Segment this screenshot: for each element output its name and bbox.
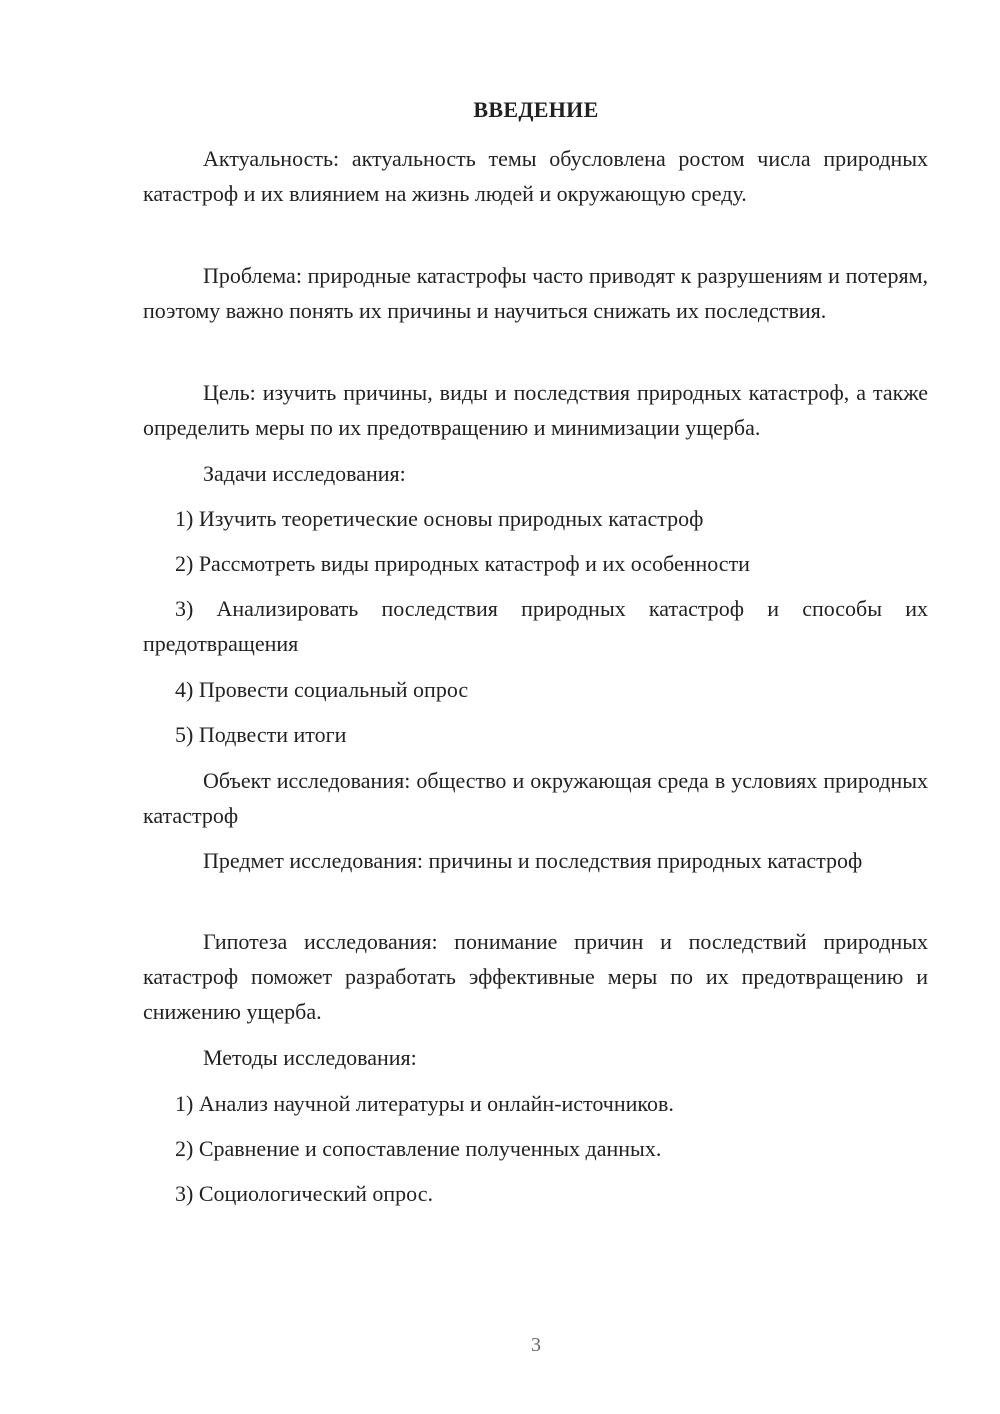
methods-heading: Методы исследования: [203, 1045, 417, 1070]
method-item-2: 2) Сравнение и сопоставление полученных данных. [175, 1136, 662, 1161]
task-item-4: 4) Провести социальный опрос [175, 677, 469, 702]
problem-paragraph: Проблема: природные катастрофы часто приводят к разрушениям и потерям, поэтому важно понять их причины и научиться снижать их последствия. [143, 263, 928, 323]
task-item-5: 5) Подвести итоги [175, 722, 347, 747]
goal-paragraph: Цель: изучить причины, виды и последствия природных катастроф, а также определить меры по их предотвращению и минимизации ущерба. [143, 380, 928, 440]
task-item-2: 2) Рассмотреть виды природных катастроф и их особенности [175, 551, 750, 576]
page-number: 3 [531, 1334, 541, 1356]
object-paragraph: Объект исследования: общество и окружающая среда в условиях природных катастроф [143, 768, 928, 828]
method-item-3: 3) Социологический опрос. [175, 1181, 433, 1206]
relevance-paragraph: Актуальность: актуальность темы обусловлена ростом числа природных катастроф и их влиянием на жизнь людей и окружающую среду. [143, 146, 928, 206]
task-item-3: 3) Анализировать последствия природных катастроф и способы их предотвращения [143, 596, 928, 656]
task-item-1: 1) Изучить теоретические основы природных катастроф [175, 506, 704, 531]
tasks-heading: Задачи исследования: [203, 461, 406, 486]
method-item-1: 1) Анализ научной литературы и онлайн-источников. [175, 1091, 674, 1116]
subject-paragraph: Предмет исследования: причины и последствия природных катастроф [203, 848, 863, 873]
page-title: ВВЕДЕНИЕ [473, 97, 599, 122]
hypothesis-paragraph: Гипотеза исследования: понимание причин и последствий природных катастроф поможет разработать эффективные меры по их предотвращению и снижению ущерба. [143, 929, 928, 1024]
